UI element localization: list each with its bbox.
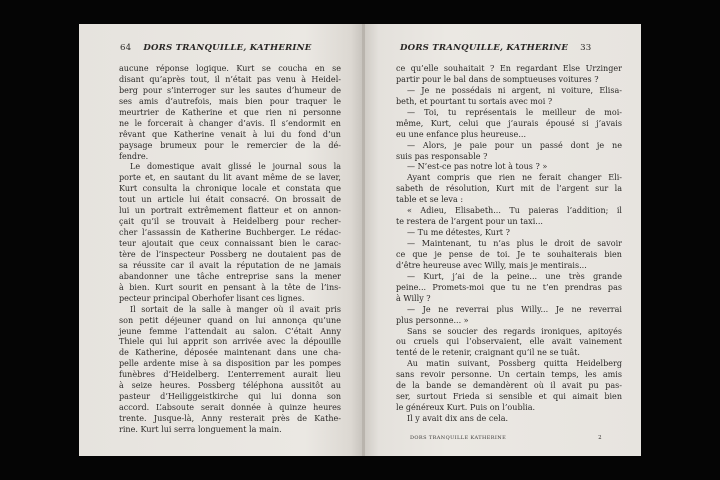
right-page-number: 33 [580,43,592,53]
text-line: — Alors, je paie pour un passé dont je ne [407,140,622,150]
text-line: — Je ne possédais ni argent, ni voiture, Elisa- [407,85,622,95]
text-line: à Willy ? [396,293,431,303]
text-line: disant qu’après tout, il n’était pas venu à Heidel- [119,74,341,84]
text-line: aucune réponse logique. Kurt se coucha en se [119,64,341,73]
text-line: te restera de l’argent pour un taxi... [396,217,543,227]
text-line: ne le forcerait à changer d’avis. Il s’endormit en [119,118,341,128]
text-line: Ayant compris que rien ne ferait changer Eli- [407,173,622,183]
text-line: table et se leva : [396,195,464,205]
right-running-title: DORS TRANQUILLE, KATHERINE [400,43,569,53]
text-line: cher l’assassin de Katherine Buchberger. Le rédac- [119,228,341,238]
left-page-body [119,64,341,436]
text-line: Le domestique avait glissé le journal sous la [130,162,341,172]
signature-title: DORS TRANQUILLE KATHERINE [410,435,507,441]
text-line: accord. L’absoute serait donnée à quinze heures [119,403,341,413]
right-page-body [396,64,622,425]
text-line: plus personne... » [396,315,469,325]
text-line: ce que je pense de toi. Je te souhaiterais bien [396,249,622,259]
text-line: tenté de le retenir, craignant qu’il ne se tuât. [396,348,580,358]
text-line: abandonner une tâche entreprise sans la mener [119,271,341,281]
text-line: Sans se soucier des regards ironiques, apitoyés [407,326,622,336]
signature-number: 2 [598,435,602,441]
text-line: berg pour s’interroger sur les sautes d’humeur de [119,85,341,95]
text-line: fendre. [119,151,149,161]
right-page [365,24,641,456]
text-line: lui un portrait extrêmement flatteur et on annon- [119,206,341,216]
text-line: sans revoir personne. Un certain temps, les amis [396,370,622,380]
left-page [79,24,362,456]
text-line: pasteur d’Heiliggeistkirche qui lui donna son [119,392,341,402]
text-line: — N’est-ce pas notre lot à tous ? » [407,162,548,172]
text-line: — Kurt, j’ai de la peine... une très grande [407,271,622,281]
text-line: sabeth de résolution, Kurt mit de l’argent sur la [396,184,622,194]
text-line: Thiele qui lui apprit son arrivée avec la dépouille [119,337,341,347]
text-line: ou cruels qui l’observaient, elle avait vainement [396,337,622,347]
text-line: Au matin suivant, Possberg quitta Heidelberg [407,359,622,369]
text-line: de Katherine, déposée maintenant dans une cha- [119,348,341,358]
text-line: suis pas responsable ? [396,151,488,161]
right-running-head [400,43,591,53]
open-book [79,24,641,456]
left-running-title: DORS TRANQUILLE, KATHERINE [143,43,312,53]
text-line: — Tu me détestes, Kurt ? [407,228,510,238]
text-line: ce qu’elle souhaitait ? En regardant Else Urzinger [396,64,622,73]
text-line: — Maintenant, tu n’as plus le droit de savoir [407,239,622,248]
text-line: « Adieu, Elisabeth... Tu paieras l’addition; il [407,206,622,216]
text-line: sa réussite car il avait la réputation de ne jamais [119,260,341,270]
text-line: teur ajoutait que ceux connaissant bien le carac- [119,239,341,248]
text-line: — Toi, tu représentais le meilleur de moi- [407,107,622,117]
text-line: à seize heures. Possberg téléphona aussitôt au [119,381,341,391]
text-line: beth, et pourtant tu sortais avec moi ? [396,96,553,106]
text-line: eu une enfance plus heureuse... [396,129,526,139]
text-line: partir pour le bal dans de somptueuses voitures ? [396,74,599,84]
text-line: tout un article lui était consacré. On brossait de [119,195,341,205]
text-line: porte et, en sautant du lit avant même de se laver, [119,173,341,183]
text-line: rine. Kurt lui serra longuement la main. [119,424,282,434]
text-line: peine... Promets-moi que tu ne t’en prendras pas [396,282,622,292]
text-line: de la bande se demandèrent où il avait pu pas- [396,381,622,391]
text-line: paysage brumeux pour le remercier de la dé- [119,140,341,150]
text-line: Kurt consulta la chronique locale et constata que [119,184,341,194]
text-line: d’être heureuse avec Willy, mais je mentirais... [396,260,587,270]
text-line: — Je ne reverrai plus Willy... Je ne reverrai [407,304,622,314]
text-line: le généreux Kurt. Puis on l’oublia. [396,403,536,413]
printer-signature-line [410,435,602,441]
text-line: tère de l’inspecteur Possberg ne doutaient pas de [119,249,341,259]
text-line: trente. Jusque-là, Anny resterait près de Kathe- [119,414,341,423]
text-line: ses amis d’autrefois, mais bien pour traquer le [119,96,341,106]
text-line: Il sortait de la salle à manger où il avait pris [130,304,341,314]
text-line: ser, surtout Frieda si sensible et qui aimait bien [396,392,622,402]
left-page-number: 64 [120,43,132,53]
text-line: rêvant que Katherine venait à lui du fond d’un [119,129,341,139]
text-line: çait qu’il se trouvait à Heidelberg pour recher- [119,217,341,227]
text-line: funèbres d’Heidelberg. L’enterrement aurait lieu [119,370,341,380]
text-line: Il y avait dix ans de cela. [407,414,509,423]
text-line: pelle ardente mise à sa disposition par les pompes [119,359,341,369]
text-line: jeune femme l’attendait au salon. C’était Anny [119,326,341,336]
text-line: meurtrier de Katherine et que rien ni personne [119,107,341,117]
text-line: même, Kurt, celui que j’aurais épousé si j’avais [396,118,622,128]
text-line: pecteur principal Oberhofer lisant ces lignes. [119,293,305,303]
text-line: son petit déjeuner quand on lui annonça qu’une [119,315,341,325]
left-running-head [120,43,311,53]
text-line: à bien. Kurt sourit en pensant à la tête de l’ins- [119,282,341,292]
